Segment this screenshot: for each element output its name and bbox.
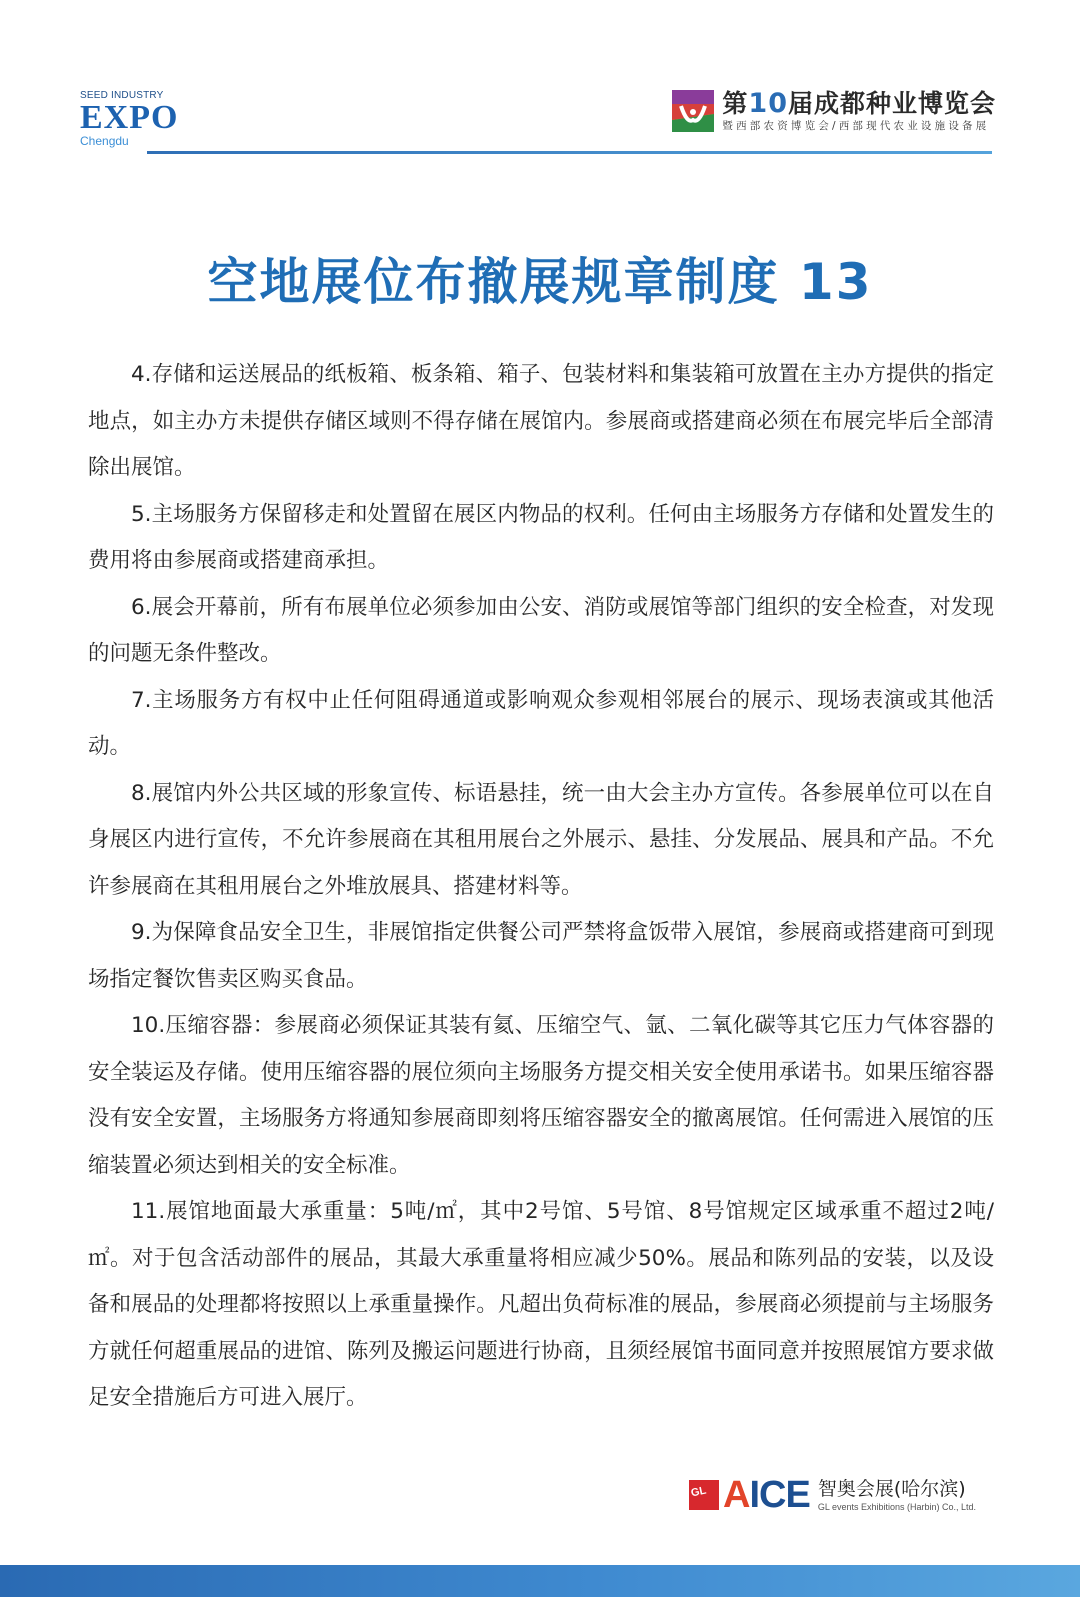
gl-mark-text: GL	[689, 1484, 708, 1500]
expo-title-block	[672, 86, 996, 136]
paragraph-7: 7.主场服务方有权中止任何阻碍通道或影响观众参观相邻展台的展示、现场表演或其他活动。	[88, 687, 994, 759]
expo-edition-number: 10	[748, 88, 788, 119]
bottom-band	[0, 1565, 1080, 1597]
regulation-body	[88, 352, 994, 1422]
organizer-cn-name: 智奥会展(哈尔滨)	[817, 1478, 966, 1500]
seed-expo-logo	[80, 90, 220, 148]
expo-emblem-icon	[672, 90, 714, 132]
logo-expo-text: EXPO	[80, 99, 179, 136]
paragraph-5: 5.主场服务方保留移走和处置留在展区内物品的权利。任何由主场服务方存储和处置发生的费用将由参展商或搭建商承担。	[88, 501, 994, 573]
paragraph-4: 4.存储和运送展品的纸板箱、板条箱、箱子、包装材料和集装箱可放置在主办方提供的指定地点，如主办方未提供存储区域则不得存储在展馆内。参展商或搭建商必须在布展完毕后全部清除出展馆。	[88, 362, 994, 480]
paragraph-10: 10.压缩容器：参展商必须保证其装有氦、压缩空气、氩、二氧化碳等其它压力气体容器的安全装运及存储。使用压缩容器的展位须向主场服务方提交相关安全使用承诺书。如果压缩容器没有安全安置，主场服务方将通知参展商即刻将压缩容器安全的撤离展馆。任何需进入展馆的压缩装置必须达到相关的安全标准。	[88, 1013, 994, 1178]
aice-rest: ICE	[749, 1474, 810, 1516]
expo-subtitle: 暨西部农资博览会/西部现代农业设施设备展	[722, 120, 990, 132]
expo-title	[722, 89, 996, 119]
logo-small-text: SEED INDUSTRY	[80, 90, 164, 101]
expo-title-prefix: 第	[722, 89, 749, 118]
paragraph-11: 11.展馆地面最大承重量：5吨/㎡，其中2号馆、5号馆、8号馆规定区域承重不超过2吨/㎡。对于包含活动部件的展品，其最大承重量将相应减少50%。展品和陈列品的安装，以及设备和展品的处理都将按照以上承重量操作。凡超出负荷标准的展品，参展商必须提前与主场服务方就任何超重展品的进馆、陈列及搬运问题进行协商，且须经展馆书面同意并按照展馆方要求做足安全措施后方可进入展厅。	[88, 1199, 994, 1410]
paragraph-9: 9.为保障食品安全卫生，非展馆指定供餐公司严禁将盒饭带入展馆，参展商或搭建商可到现场指定餐饮售卖区购买食品。	[88, 920, 994, 992]
header-divider	[147, 151, 992, 154]
logo-city-text: Chengdu	[80, 134, 129, 148]
aice-wordmark	[723, 1475, 810, 1515]
gl-events-icon	[689, 1480, 719, 1510]
organizer-names	[818, 1477, 976, 1513]
paragraph-6: 6.展会开幕前，所有布展单位必须参加由公安、消防或展馆等部门组织的安全检查，对发现的问题无条件整改。	[88, 594, 994, 666]
organizer-en-name: GL events Exhibitions (Harbin) Co., Ltd.	[817, 1502, 977, 1512]
organizer-logo	[689, 1472, 976, 1518]
aice-a: A	[723, 1474, 750, 1516]
expo-title-suffix: 届成都种业博览会	[787, 89, 996, 118]
page-title: 空地展位布撤展规章制度 13	[207, 253, 873, 311]
paragraph-8: 8.展馆内外公共区域的形象宣传、标语悬挂，统一由大会主办方宣传。各参展单位可以在自身展区内进行宣传，不允许参展商在其租用展台之外展示、悬挂、分发展品、展具和产品。不允许参展商在其租用展台之外堆放展具、搭建材料等。	[88, 780, 994, 899]
